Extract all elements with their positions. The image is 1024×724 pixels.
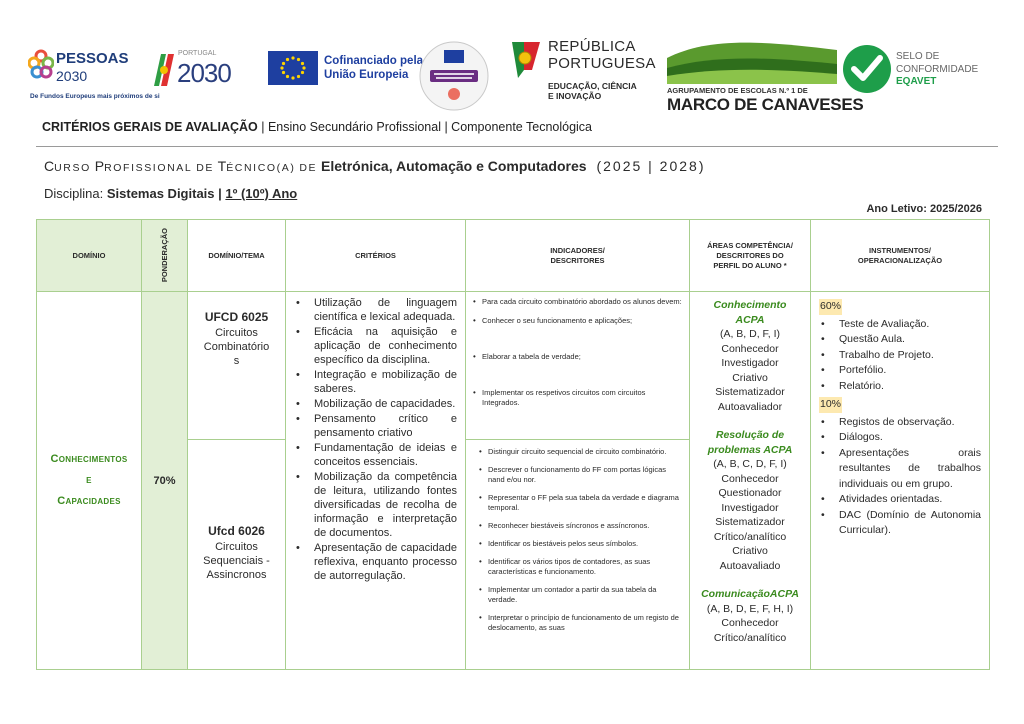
document-title [42,120,592,134]
header-instrumentos [811,220,989,292]
instrumento-item: • Atividades orientadas. [819,492,981,508]
header-indicadores-1: INDICADORES/ [550,245,605,255]
indicador-item: • Elaborar a tabela de verdade; [470,352,683,362]
header-ponderacao-label: PONDERAÇÃO [159,228,169,283]
header-dominio [37,220,142,292]
title-rest: | Ensino Secundário Profissional | Componente Tecnológica [257,120,593,134]
instrumento-item: • Relatório. [819,379,981,395]
criterio-item: • Mobilização da competência de leitura, utilizando fontes diversificadas de recolha de informação e interpretação de documentos. [296,470,457,540]
eu-line-2: União Europeia [324,69,409,81]
eqavet-line-1: SELO DE [896,51,940,62]
header-criterios [286,220,466,292]
landscape-icon [667,38,837,84]
ponderacao-value: 70% [153,474,176,487]
area-3-letters: (A, B, D, E, F, H, I) [706,602,794,615]
discipline-label: Disciplina: [44,186,107,201]
course-rofissional: ROFISSIONAL [104,162,193,174]
criterio-item: • Eficácia na aquisição e aplicação de conhecimento específico da disciplina. [296,325,457,367]
course-name: Eletrónica, Automação e Computadores [321,158,587,174]
area-1-item: Sistematizador [715,386,785,398]
republica-sub-1: EDUCAÇÃO, CIÊNCIA [548,81,637,91]
header-instr-2: OPERACIONALIZAÇÃO [857,255,943,265]
header-indicadores [466,220,690,292]
republica-line-1: REPÚBLICA [548,38,636,55]
header-ponderacao [142,220,188,292]
tema-2-line-3: Assincronos [206,569,267,581]
dominio-cell [37,292,142,669]
area-2-letters: (A, B, C, D, F, I) [713,458,787,470]
instrumento-item: • DAC (Domínio de Autonomia Curricular). [819,508,981,539]
indicador-item: • Para cada circuito combinatório abordado os alunos devem: [470,297,683,307]
instrumento-item: • Portefólio. [819,363,981,379]
criterio-item: • Integração e mobilização de saberes. [296,368,457,396]
discipline-name: Sistemas Digitais [106,186,215,201]
tema-1-line-2: Combinatório [203,341,270,353]
republica-line-2: PORTUGUESA [548,55,656,72]
indicador-item: • Identificar os biestáveis pelos seus símbolos. [476,539,683,549]
title-bold: CRITÉRIOS GERAIS DE AVALIAÇÃO [42,120,258,134]
area-3-item: Conhecedor [721,617,779,629]
course-title [44,158,705,174]
header-criterios-label: CRITÉRIOS [355,250,396,260]
instrumentos-cell [811,292,989,669]
header-tema-label: DOMÍNIO/TEMA [208,250,265,260]
area-1-title-2: ACPA [735,313,765,326]
republica-emblem-icon [510,40,542,80]
portugal-year: 2030 [177,58,231,88]
criterios-list [286,292,465,583]
agrupamento-big: MARCO DE CANAVESES [667,95,864,114]
indicador-item: • Identificar os vários tipos de contadores, as suas características e funcionamento. [476,557,683,577]
tema-1-code: UFCD 6025 [204,310,269,324]
area-1-item: Autoavaliador [717,400,783,413]
indicador-item: • Implementar os respetivos circuitos com circuitos Integrados. [470,388,683,408]
indicador-item: • Reconhecer biestáveis síncronos e assíncronos. [476,521,683,531]
criterios-cell [286,292,466,669]
instrumento-item: • Registos de observação. [819,415,981,431]
areas-cell [690,292,811,669]
area-1-item: Investigador [721,357,779,369]
portugal-label: PORTUGAL [178,50,217,57]
dominio-line-3: Capacidades [57,495,121,507]
pessoas-year: 2030 [56,68,88,84]
header-areas-3: PERFIL DO ALUNO * [713,260,787,270]
instrumentos-list-2 [819,415,981,539]
header-areas [690,220,811,292]
discipline-year: 1º (10º) Ano [225,186,298,201]
course-de1: DE [196,162,214,174]
tema-2-line-2: Sequenciais - [203,555,270,567]
course-urso: URSO [54,162,91,174]
portugal-flag-icon [150,52,176,88]
agrupamento-small: AGRUPAMENTO DE ESCOLAS N.º 1 DE [667,86,808,95]
portugal-2030-logo [150,50,242,88]
tema-2-line-1: Circuitos [215,541,258,553]
instrumentos-pct-2: 10% [819,397,842,413]
dominio-line-1: Conhecimentos [50,453,128,465]
course-t: T [217,158,227,174]
instrumentos-list-1 [819,317,981,395]
criteria-table [36,219,990,670]
indicadores-cell-2 [466,440,690,669]
tema-1-line-3: s [233,355,240,367]
area-2-item: Questionador [718,487,782,499]
course-ecnico: ÉCNICO [226,162,277,174]
header-tema [188,220,286,292]
estrategica-badge-logo [418,40,490,112]
eu-line-1: Cofinanciado pela [324,55,424,67]
area-2-item: Conhecedor [721,472,779,485]
pessoas-title: PESSOAS [56,50,129,67]
instrumento-item: • Apresentações orais resultantes de trabalhos individuais ou em grupo. [819,446,981,493]
area-2-item: Crítico/analítico [713,530,787,543]
tema-1-line-1: Circuitos [215,327,258,339]
header-areas-1: ÁREAS COMPETÊNCIA/ [707,240,793,250]
instrumentos-pct-1: 60% [819,299,842,315]
indicador-item: • Distinguir circuito sequencial de circuito combinatório. [476,447,683,457]
course-years: (2025 | 2028) [596,158,706,174]
course-de2: DE [299,162,318,174]
area-2-title-2: problemas ACPA [707,443,793,456]
checkmark-seal-icon [842,44,892,94]
header-instr-1: INSTRUMENTOS/ [869,245,931,255]
header-dominio-label: DOMÍNIO [72,250,106,260]
course-a: (A) [276,162,296,174]
area-1-item: Criativo [732,371,768,384]
header-areas-2: DESCRITORES DO [716,250,784,260]
tema-2-code: Ufcd 6026 [208,524,265,538]
criterio-item: • Fundamentação de ideias e conceitos essenciais. [296,441,457,469]
ponderacao-cell [142,292,188,669]
area-2-item: Criativo [732,545,768,557]
area-3-item: Crítico/analítico [713,631,787,644]
dominio-line-2: e [86,474,92,486]
tema-cell-1 [188,292,286,440]
logo-bar [0,0,1024,118]
divider [36,146,998,147]
instrumento-item: • Diálogos. [819,430,981,446]
area-1-item: Conhecedor [721,342,779,355]
eqavet-line-2: CONFORMIDADE [896,64,979,75]
area-3-title: ComunicaçãoACPA [701,588,799,600]
estrategica-badge-icon [418,40,490,112]
instrumento-item: • Questão Aula. [819,332,981,348]
criterio-item: • Apresentação de capacidade reflexiva, enquanto processo de autorregulação. [296,541,457,583]
eqavet-brand: EQAVET [896,76,937,87]
criterio-item: • Mobilização de capacidades. [296,397,457,411]
indicador-item: • Representar o FF pela sua tabela da verdade e diagrama temporal. [476,493,683,513]
discipline-sep: | [214,186,226,201]
indicador-item: • Interpretar o princípio de funcionamento de um registo de deslocamento, as suas [476,613,683,633]
indicador-item: • Descrever o funcionamento do FF com portas lógicas nand e/ou nor. [476,465,683,485]
indicadores-list-2 [476,447,683,633]
course-p: P [94,158,105,174]
area-2-item: Sistematizador [715,516,785,528]
area-2-item: Investigador [721,501,779,514]
criterio-item: • Utilização de linguagem científica e lexical adequada. [296,296,457,324]
area-2-title-1: Resolução de [715,429,785,441]
indicadores-cell-1 [466,292,690,440]
instrumento-item: • Teste de Avaliação. [819,317,981,333]
pessoas-flower-icon [28,48,54,88]
pessoas-tagline: De Fundos Europeus mais próximos de si [30,93,160,100]
tema-cell-2 [188,440,286,669]
republica-sub-2: E INOVAÇÃO [548,91,602,101]
indicador-item: • Implementar um contador a partir da sua tabela da verdade. [476,585,683,605]
indicador-item: • Conhecer o seu funcionamento e aplicações; [470,316,683,326]
indicadores-list-1 [470,297,683,408]
course-c: C [44,158,55,174]
discipline-line [44,186,297,201]
eu-flag-icon [268,51,318,85]
header-indicadores-2: DESCRITORES [550,255,605,265]
criterio-item: • Pensamento crítico e pensamento criativo [296,412,457,440]
area-2-item: Autoavaliado [719,559,781,572]
school-year: Ano Letivo: 2025/2026 [866,203,982,215]
agrupamento-marco-logo [667,38,864,114]
area-1-letters: (A, B, D, F, I) [719,328,781,340]
area-1-title-1: Conhecimento [713,299,787,311]
instrumento-item: • Trabalho de Projeto. [819,348,981,364]
